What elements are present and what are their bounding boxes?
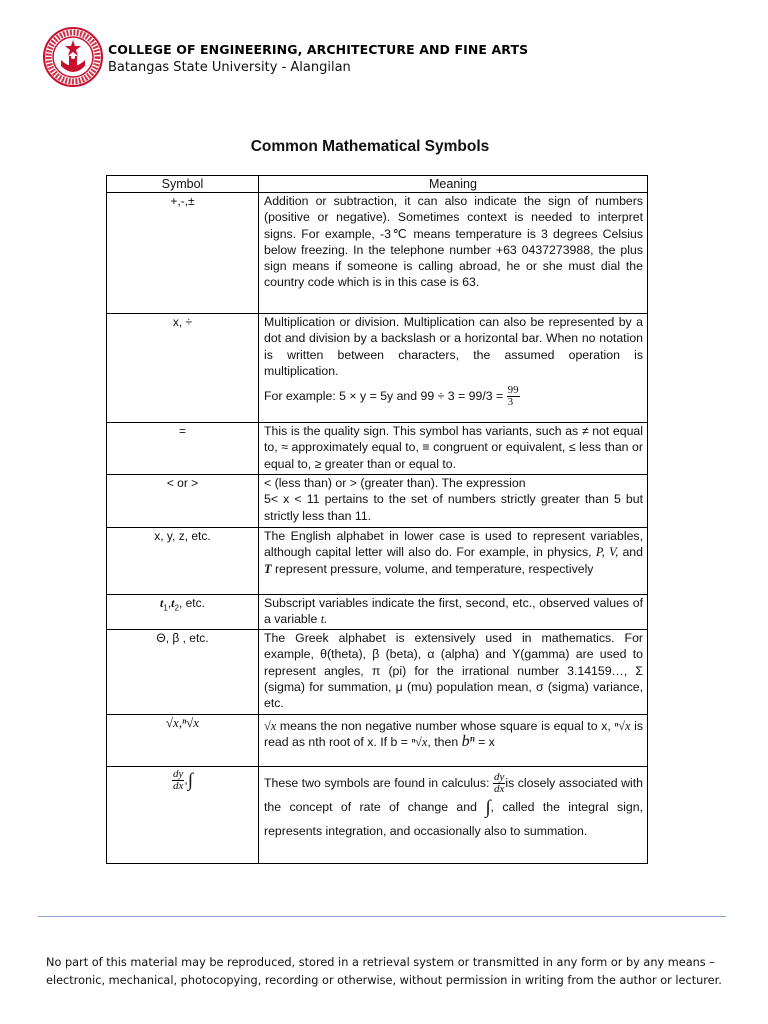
symbol-cell: +,-,± [107,193,259,314]
meaning-cell [259,715,648,767]
sqrt-symbol: √x [165,715,179,730]
nth-root-symbol: ⁿ√x [182,715,200,730]
integral-symbol: ∫ [485,797,491,818]
table-row [107,767,648,864]
table-row [107,475,648,528]
meaning-cell: Addition or subtraction, it can also indicate the sign of numbers (positive or negative). Sometimes context is needed to interpret signs. For example, -3℃ means temperature is 3 degrees Celsius below freezing. In the telephone number +63 0437273988, the plus sign means if someone is calling abroad, he or she must dial the country code which is in this case is 63. [259,193,648,314]
meaning-text: means the non negative number whose square is equal to x, [279,719,611,733]
integral-symbol: ∫ [187,769,193,791]
meaning-text: , then [427,735,459,750]
meaning-text: Multiplication or division. Multiplication can also be represented by a dot and division by a backslash or a horizontal bar. When no notation is written between characters, the assumed operation is multiplication. [264,315,643,378]
meaning-text: is closely associated with the concept of rate of change and [264,776,643,815]
subscript: 2 [174,603,179,613]
university-name: Batangas State University - Alangilan [108,60,351,75]
example-line [264,385,643,408]
symbol-cell: < or > [107,475,259,528]
meaning-text: = x [478,735,495,750]
symbol-column-header: Symbol [107,176,259,193]
fraction-numerator: dy [173,768,184,780]
fraction-denominator: dx [173,780,184,792]
meaning-cell [259,767,648,864]
meaning-line: 5< x < 11 pertains to the set of numbers strictly greater than 5 but strictly less than 11. [264,492,643,523]
university-seal-logo [42,26,104,88]
sqrt-symbol: √x [264,719,277,733]
symbol-cell: x, ÷ [107,314,259,423]
symbol-t: t [171,596,175,610]
meaning-cell [259,595,648,630]
meaning-line: < (less than) or > (greater than). The expression [264,476,526,490]
symbols-table [106,175,648,864]
meaning-cell: This is the quality sign. This symbol has variants, such as ≠ not equal to, ≈ approximately equal to, ≡ congruent or equivalent, ≤ less than or equal to, ≥ greater than or equal to. [259,423,648,475]
symbol-cell: $t_1,t_2$, etc. [107,595,259,630]
table-row [107,193,648,314]
variable-t: T [264,561,272,576]
power-expression: bⁿ [461,733,475,751]
meaning-text: , called the integral sign, represents integration, and occasionally also to summation. [264,800,643,839]
symbol-cell: = [107,423,259,475]
table-row [107,314,648,423]
fraction [507,385,520,408]
meaning-text: These two symbols are found in calculus: [264,776,490,790]
subscript: 1 [163,603,168,613]
fraction-numerator: dy [493,771,505,784]
table-row [107,715,648,767]
nth-root-symbol: ⁿ√x [614,719,631,733]
nth-root-symbol: ⁿ√x [411,735,428,750]
fraction-denominator: 3 [507,396,514,409]
meaning-text: and [622,545,643,560]
fraction-numerator: 99 [507,384,519,397]
copyright-notice: No part of this material may be reproduced, stored in a retrieval system or transmitted in any form or by any means – electronic, mechanical, photocopying, recording or otherwise, without permission in writing from the author or lecturer. [46,956,722,987]
meaning-text: represent pressure, volume, and temperature, respectively [274,561,594,576]
symbol-etc: etc. [185,596,205,610]
meaning-text: is read as nth root of x. If b = [264,719,644,750]
meaning-column-header: Meaning [259,176,648,193]
meaning-cell: The Greek alphabet is extensively used in mathematics. For example, θ(theta), β (beta), α (alpha) and Υ(gamma) are used to represent angles, π (pi) for the irrational number 3.14159…, Σ (sigma) for summation, μ (mu) population mean, σ (sigma) variance, etc. [259,630,648,715]
meaning-cell [259,314,648,423]
symbol-cell: Θ, β , etc. [107,630,259,715]
meaning-cell [259,528,648,595]
symbol-cell: √x,ⁿ√x [107,715,259,767]
meaning-text: The English alphabet in lower case is used to represent variables, although capital letter will also do. For example, in physics, [264,529,643,560]
table-row [107,630,648,715]
symbol-cell: $\frac{dy}{dx}$ ,∫ [107,767,259,864]
meaning-text: Subscript variables indicate the first, second, etc., observed values of a variable [264,596,643,627]
variable-v: V, [609,545,619,560]
table-row [107,595,648,630]
derivative-fraction [172,769,184,792]
derivative-fraction [493,772,505,795]
footer-divider [38,916,726,917]
symbol-t: t [160,596,164,610]
table-row [107,528,648,595]
college-name: COLLEGE OF ENGINEERING, ARCHITECTURE AND FINE ARTS [108,42,529,57]
table-header-row [107,176,648,193]
example-text: For example: 5 × y = 5y and 99 ÷ 3 = 99/3 = [264,388,504,403]
variable-p: P, [595,545,605,560]
variable-t: t. [320,612,328,627]
table-row [107,423,648,475]
fraction-denominator: dx [493,783,505,796]
meaning-cell [259,475,648,528]
symbol-cell: x, y, z, etc. [107,528,259,595]
document-title: Common Mathematical Symbols [250,138,490,155]
